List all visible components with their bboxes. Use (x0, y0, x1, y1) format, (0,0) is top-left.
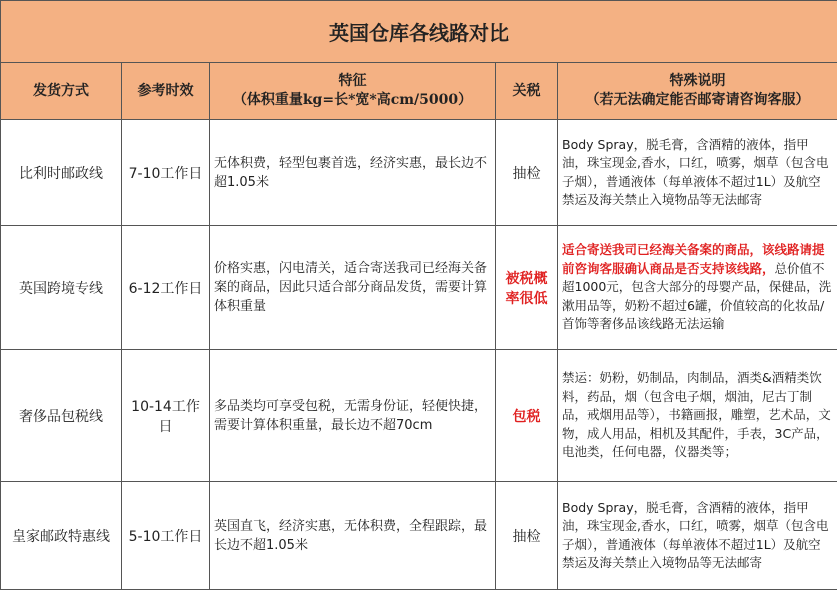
header-time: 参考时效 (122, 63, 210, 120)
note-text: Body Spray，脱毛膏，含酒精的液体，指甲油，珠宝现金,香水，口红，喷雾，烟草（包含电子烟），普通液体（每单液体不超过1L）及航空禁运及海关禁止入境物品等无法邮寄 (562, 137, 828, 208)
header-feature-formula: （体积重量kg=长*宽*高cm/5000） (214, 91, 491, 110)
row-note (558, 482, 837, 590)
row-method: 皇家邮政特惠线 (1, 482, 122, 590)
header-note (558, 63, 837, 120)
row-time: 7-10工作日 (122, 120, 210, 226)
table-row (1, 226, 837, 350)
row-time: 10-14工作日 (122, 350, 210, 482)
note-text: 禁运：奶粉，奶制品，肉制品，酒类&酒精类饮料，药品，烟（包含电子烟，烟油，尼古丁制品，戒烟用品等），书籍画报，雕塑，艺术品，文物，成人用品，相机及其配件，手表，3C产品，电池类，任何电器，仪器类等； (562, 370, 831, 459)
row-time: 6-12工作日 (122, 226, 210, 350)
row-method: 奢侈品包税线 (1, 350, 122, 482)
header-feature-title: 特征 (214, 72, 491, 91)
header-row (1, 63, 837, 120)
note-highlight: 适合寄送我司已经海关备案的商品，该线路请提前咨询客服确认商品是否支持该线路， (562, 242, 825, 276)
row-note (558, 350, 837, 482)
row-tax: 抽检 (496, 120, 558, 226)
header-note-hint: （若无法确定能否邮寄请咨询客服） (562, 91, 833, 110)
header-feature (210, 63, 496, 120)
row-note (558, 120, 837, 226)
row-feature: 多品类均可享受包税，无需身份证，轻便快捷，需要计算体积重量，最长边不超70cm (210, 350, 496, 482)
row-tax: 包税 (496, 350, 558, 482)
table-row (1, 482, 837, 590)
header-tax: 关税 (496, 63, 558, 120)
note-text: 总价值不超1000元，包含大部分的母婴产品，保健品，洗漱用品等，奶粉不超过6罐，价值较高的化妆品/首饰等奢侈品该线路无法运输 (562, 261, 831, 332)
row-feature: 英国直飞，经济实惠，无体积费，全程跟踪，最长边不超1.05米 (210, 482, 496, 590)
table-title: 英国仓库各线路对比 (1, 1, 837, 63)
table-row (1, 120, 837, 226)
header-method: 发货方式 (1, 63, 122, 120)
table-row (1, 350, 837, 482)
row-note (558, 226, 837, 350)
row-tax: 抽检 (496, 482, 558, 590)
row-method: 比利时邮政线 (1, 120, 122, 226)
row-time: 5-10工作日 (122, 482, 210, 590)
row-feature: 无体积费，轻型包裹首选，经济实惠，最长边不超1.05米 (210, 120, 496, 226)
header-note-title: 特殊说明 (562, 72, 833, 91)
row-tax: 被税概率很低 (496, 226, 558, 350)
row-method: 英国跨境专线 (1, 226, 122, 350)
note-text: Body Spray，脱毛膏，含酒精的液体，指甲油，珠宝现金,香水，口红，喷雾，烟草（包含电子烟），普通液体（每单液体不超过1L）及航空禁运及海关禁止入境物品等无法邮寄 (562, 500, 828, 571)
row-feature: 价格实惠，闪电清关，适合寄送我司已经海关备案的商品，因此只适合部分商品发货，需要计算体积重量 (210, 226, 496, 350)
